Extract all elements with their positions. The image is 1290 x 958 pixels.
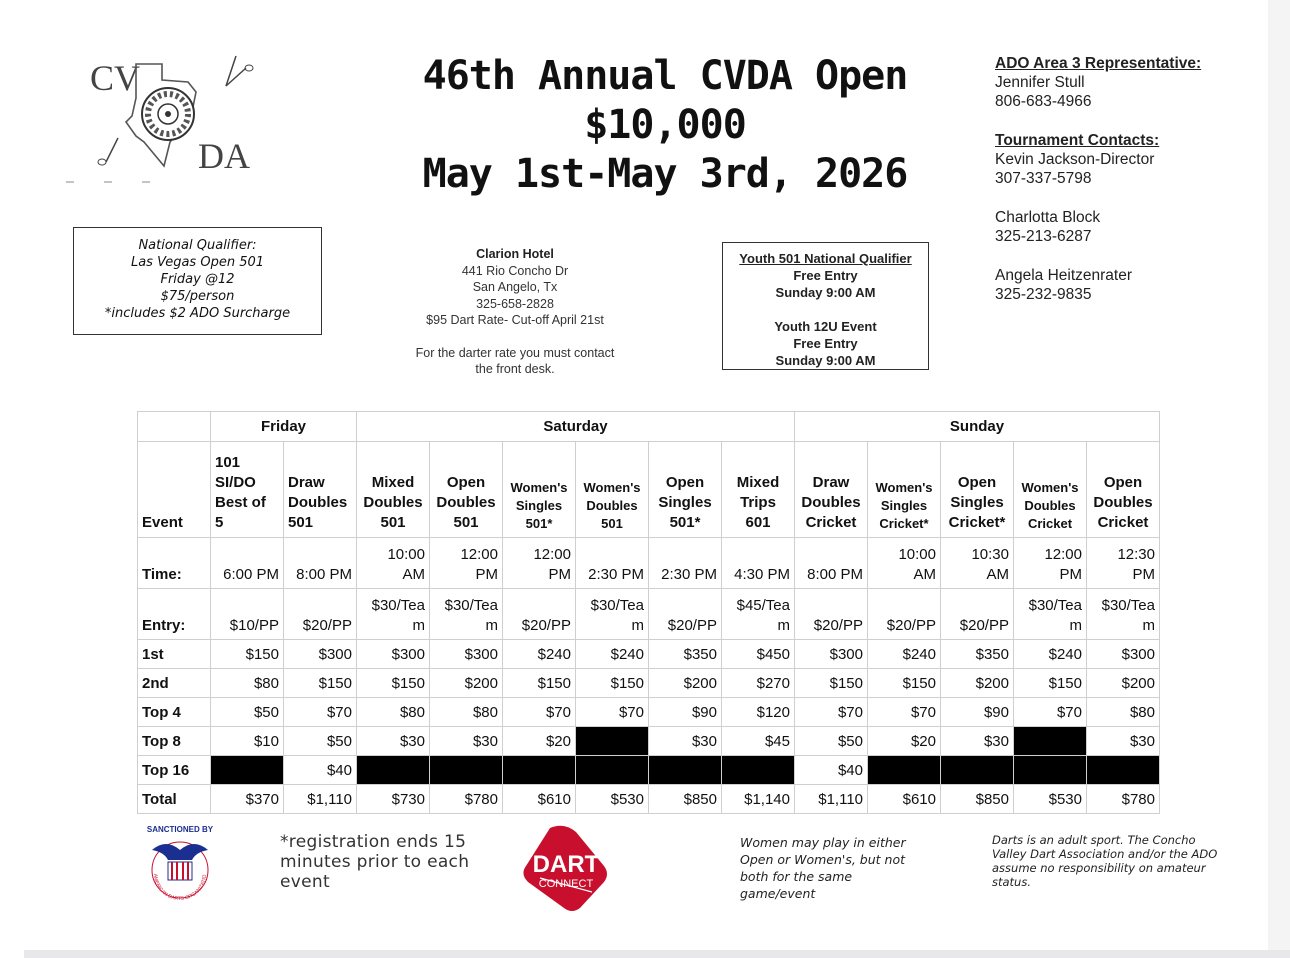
entry-row-cell bbox=[649, 589, 722, 640]
qualifier-line-2: Las Vegas Open 501 bbox=[130, 255, 265, 270]
time-row-line-2: PM bbox=[475, 566, 498, 583]
payout-row-second bbox=[138, 669, 1160, 698]
blocked-cell bbox=[1014, 756, 1087, 785]
time-row bbox=[138, 538, 1160, 589]
payout-row-top16 bbox=[138, 756, 1160, 785]
ado-ring-text: AMERICAN DARTS ORGANIZATIO bbox=[151, 873, 209, 902]
payout-cell: $30 bbox=[649, 727, 722, 756]
payout-cell: $30 bbox=[430, 727, 503, 756]
payout-cell: $350 bbox=[941, 640, 1014, 669]
payout-cell: $30 bbox=[357, 727, 430, 756]
event-name-line: Doubles bbox=[586, 498, 638, 513]
payout-cell: $1,110 bbox=[284, 785, 357, 814]
payout-cell: $730 bbox=[357, 785, 430, 814]
payout-cell: $300 bbox=[1087, 640, 1160, 669]
time-row-line-2: 2:30 PM bbox=[661, 566, 717, 583]
payout-cell: $20 bbox=[503, 727, 576, 756]
time-row-line-2: 6:00 PM bbox=[223, 566, 279, 583]
payout-cell: $850 bbox=[649, 785, 722, 814]
hotel-name: Clarion Hotel bbox=[476, 247, 554, 261]
event-name-cell bbox=[795, 442, 868, 538]
payout-cell: $200 bbox=[430, 669, 503, 698]
contact-3-phone: 325-232-9835 bbox=[995, 286, 1092, 303]
event-name-cell bbox=[941, 442, 1014, 538]
payout-cell: $50 bbox=[211, 698, 284, 727]
women-play-note: Women may play in either Open or Women's, but not both for the same game/event bbox=[740, 835, 906, 901]
event-name-line: Cricket bbox=[805, 514, 857, 531]
time-row-cell bbox=[1014, 538, 1087, 589]
entry-row-line-1: $30/Tea bbox=[1101, 597, 1155, 614]
label-entry: Entry: bbox=[138, 589, 211, 640]
day-sunday: Sunday bbox=[795, 412, 1160, 442]
event-name-line: Cricket* bbox=[948, 514, 1006, 531]
youth-line-3: Sunday 9:00 AM bbox=[775, 285, 876, 300]
hotel-note-1: For the darter rate you must contact bbox=[415, 345, 615, 360]
payout-cell: $40 bbox=[795, 756, 868, 785]
payout-cell: $850 bbox=[941, 785, 1014, 814]
day-saturday: Saturday bbox=[357, 412, 795, 442]
blocked-cell bbox=[868, 756, 941, 785]
event-name-cell bbox=[211, 442, 284, 538]
event-name-line: 501 bbox=[380, 514, 406, 531]
payout-row-first bbox=[138, 640, 1160, 669]
event-name-line: Mixed bbox=[371, 474, 415, 491]
day-friday: Friday bbox=[211, 412, 357, 442]
payout-cell: $50 bbox=[284, 727, 357, 756]
payout-cell: $240 bbox=[868, 640, 941, 669]
time-row-cell bbox=[503, 538, 576, 589]
contact-1-name: Kevin Jackson-Director bbox=[995, 151, 1155, 168]
event-name-line: 501* bbox=[669, 514, 701, 531]
event-name-line: Best of bbox=[215, 494, 266, 511]
event-name-line: 501 bbox=[601, 516, 623, 531]
qualifier-line-3: Friday @12 bbox=[160, 272, 235, 287]
time-row-line-2: 8:00 PM bbox=[296, 566, 352, 583]
blocked-cell bbox=[503, 756, 576, 785]
cvda-logo-graphic bbox=[66, 46, 281, 186]
payout-cell: $610 bbox=[503, 785, 576, 814]
event-name-line: Draw bbox=[812, 474, 850, 491]
payout-cell: $120 bbox=[722, 698, 795, 727]
blocked-cell bbox=[941, 756, 1014, 785]
payout-cell: $50 bbox=[795, 727, 868, 756]
right-margin bbox=[1268, 0, 1290, 958]
entry-row-cell bbox=[1087, 589, 1160, 640]
dart-2-flight bbox=[98, 159, 106, 165]
event-name-cell bbox=[576, 442, 649, 538]
payout-cell: $610 bbox=[868, 785, 941, 814]
blocked-cell bbox=[722, 756, 795, 785]
payout-cell: $300 bbox=[284, 640, 357, 669]
event-name-line: Draw bbox=[288, 474, 325, 491]
entry-row-line-2: $20/PP bbox=[521, 617, 571, 634]
payout-cell: $70 bbox=[284, 698, 357, 727]
payout-cell: $150 bbox=[284, 669, 357, 698]
time-row-line-1: 10:00 bbox=[898, 546, 936, 563]
payout-cell: $70 bbox=[795, 698, 868, 727]
rep-phone: 806-683-4966 bbox=[995, 93, 1092, 110]
time-row-line-1: 12:00 bbox=[1044, 546, 1082, 563]
event-name-line: Doubles bbox=[363, 494, 423, 511]
blocked-cell bbox=[576, 727, 649, 756]
payout-cell: $150 bbox=[357, 669, 430, 698]
entry-row-line-2: m bbox=[777, 617, 790, 634]
connect-word: CONNECT bbox=[538, 878, 594, 890]
payout-cell: $300 bbox=[430, 640, 503, 669]
payout-cell: $350 bbox=[649, 640, 722, 669]
time-row-line-2: PM bbox=[548, 566, 571, 583]
event-name-line: Open bbox=[446, 474, 486, 491]
payout-cell: $270 bbox=[722, 669, 795, 698]
label-event: Event bbox=[138, 442, 211, 538]
entry-row-cell bbox=[1014, 589, 1087, 640]
contacts-header: Tournament Contacts: bbox=[995, 132, 1160, 149]
entry-row-line-1: $45/Tea bbox=[736, 597, 790, 614]
payout-row-top8 bbox=[138, 727, 1160, 756]
cvda-logo bbox=[66, 46, 281, 186]
payout-cell: $80 bbox=[211, 669, 284, 698]
time-row-line-2: PM bbox=[1132, 566, 1155, 583]
payout-cell: $70 bbox=[1014, 698, 1087, 727]
youth-line-2: Free Entry bbox=[793, 268, 858, 283]
payout-cell: $240 bbox=[1014, 640, 1087, 669]
payout-cell: $150 bbox=[503, 669, 576, 698]
time-row-cell bbox=[795, 538, 868, 589]
youth-line-6: Sunday 9:00 AM bbox=[775, 353, 876, 368]
event-name-cell bbox=[649, 442, 722, 538]
national-qualifier-box bbox=[73, 227, 322, 335]
event-name-line: Cricket bbox=[1027, 516, 1073, 531]
time-row-cell bbox=[357, 538, 430, 589]
label-second: 2nd bbox=[138, 669, 211, 698]
event-name-line: Mixed bbox=[736, 474, 780, 491]
time-row-line-1: 10:00 bbox=[387, 546, 425, 563]
dartconnect-logo bbox=[520, 822, 610, 914]
blocked-cell bbox=[357, 756, 430, 785]
payout-cell: $150 bbox=[868, 669, 941, 698]
event-name-cell bbox=[722, 442, 795, 538]
title-line-1: 46th Annual CVDA Open bbox=[422, 53, 908, 99]
contact-1-phone: 307-337-5798 bbox=[995, 170, 1092, 187]
time-row-line-1: 12:00 bbox=[460, 546, 498, 563]
corner-cell bbox=[138, 412, 211, 442]
rep-header: ADO Area 3 Representative: bbox=[995, 55, 1202, 72]
event-name-line: Women's bbox=[583, 480, 641, 495]
payout-cell: $240 bbox=[503, 640, 576, 669]
entry-row-line-2: m bbox=[412, 617, 425, 634]
time-row-cell bbox=[941, 538, 1014, 589]
youth-line-5: Free Entry bbox=[793, 336, 858, 351]
time-row-cell bbox=[211, 538, 284, 589]
event-name-cell bbox=[503, 442, 576, 538]
bottom-margin bbox=[24, 950, 1290, 958]
event-name-line: Cricket bbox=[1097, 514, 1149, 531]
event-name-line: Open bbox=[1103, 474, 1143, 491]
time-row-cell bbox=[430, 538, 503, 589]
entry-row-line-2: m bbox=[485, 617, 498, 634]
entry-row-cell bbox=[357, 589, 430, 640]
entry-row-cell bbox=[722, 589, 795, 640]
payout-cell: $150 bbox=[1014, 669, 1087, 698]
payout-cell: $80 bbox=[430, 698, 503, 727]
event-name-line: 101 bbox=[215, 454, 241, 471]
hotel-city: San Angelo, Tx bbox=[472, 280, 558, 294]
label-first: 1st bbox=[138, 640, 211, 669]
payout-cell: $150 bbox=[795, 669, 868, 698]
schedule-table bbox=[137, 411, 1160, 814]
entry-row bbox=[138, 589, 1160, 640]
payout-cell: $1,110 bbox=[795, 785, 868, 814]
entry-row-line-2: m bbox=[631, 617, 644, 634]
entry-row-line-2: $20/PP bbox=[813, 617, 863, 634]
hotel-phone: 325-658-2828 bbox=[476, 296, 554, 311]
event-name-line: Doubles bbox=[288, 494, 348, 511]
dart-word: DART bbox=[532, 851, 600, 878]
event-title bbox=[360, 52, 970, 199]
contact-3-name: Angela Heitzenrater bbox=[995, 267, 1132, 284]
payout-cell: $530 bbox=[576, 785, 649, 814]
dart-1-flight bbox=[245, 65, 253, 71]
payout-cell: $780 bbox=[1087, 785, 1160, 814]
payout-cell: $80 bbox=[357, 698, 430, 727]
entry-row-line-1: $30/Tea bbox=[1028, 597, 1082, 614]
event-name-row bbox=[138, 442, 1160, 538]
contact-2-name: Charlotta Block bbox=[995, 209, 1101, 226]
payout-row-total bbox=[138, 785, 1160, 814]
event-name-line: Doubles bbox=[1024, 498, 1076, 513]
payout-cell: $80 bbox=[1087, 698, 1160, 727]
dart-2 bbox=[106, 138, 118, 162]
time-row-line-2: AM bbox=[402, 566, 425, 583]
payout-cell: $1,140 bbox=[722, 785, 795, 814]
time-row-cell bbox=[1087, 538, 1160, 589]
hotel-address: 441 Rio Concho Dr bbox=[461, 263, 569, 278]
time-row-cell bbox=[649, 538, 722, 589]
time-row-cell bbox=[868, 538, 941, 589]
payout-cell: $200 bbox=[1087, 669, 1160, 698]
payout-cell: $90 bbox=[649, 698, 722, 727]
event-name-line: Women's bbox=[1021, 480, 1079, 495]
blocked-cell bbox=[1087, 756, 1160, 785]
event-name-line: Singles bbox=[658, 494, 712, 511]
time-row-line-1: 12:30 bbox=[1117, 546, 1155, 563]
hotel-rate: $95 Dart Rate- Cut-off April 21st bbox=[426, 313, 604, 327]
payout-cell: $70 bbox=[503, 698, 576, 727]
time-row-line-2: PM bbox=[1059, 566, 1082, 583]
entry-row-cell bbox=[868, 589, 941, 640]
contact-2-phone: 325-213-6287 bbox=[995, 228, 1092, 245]
entry-row-line-1: $30/Tea bbox=[444, 597, 498, 614]
label-time: Time: bbox=[138, 538, 211, 589]
time-row-line-2: 8:00 PM bbox=[807, 566, 863, 583]
payout-cell: $40 bbox=[284, 756, 357, 785]
payout-cell: $780 bbox=[430, 785, 503, 814]
label-top8: Top 8 bbox=[138, 727, 211, 756]
contacts-block bbox=[995, 54, 1255, 304]
entry-row-line-2: $20/PP bbox=[959, 617, 1009, 634]
entry-row-line-1: $30/Tea bbox=[371, 597, 425, 614]
event-name-cell bbox=[1087, 442, 1160, 538]
event-name-line: Cricket* bbox=[879, 516, 929, 531]
payout-cell: $200 bbox=[649, 669, 722, 698]
entry-row-line-2: $20/PP bbox=[667, 617, 717, 634]
qualifier-line-4: $75/person bbox=[160, 289, 235, 304]
hotel-info bbox=[395, 246, 635, 378]
label-total: Total bbox=[138, 785, 211, 814]
label-top4: Top 4 bbox=[138, 698, 211, 727]
entry-row-line-2: $20/PP bbox=[886, 617, 936, 634]
event-name-line: Women's bbox=[510, 480, 568, 495]
entry-row-cell bbox=[503, 589, 576, 640]
blocked-cell bbox=[1014, 727, 1087, 756]
sanctioned-by-text: SANCTIONED BY bbox=[146, 825, 214, 834]
payout-cell: $30 bbox=[1087, 727, 1160, 756]
payout-cell: $300 bbox=[357, 640, 430, 669]
event-name-line: Open bbox=[665, 474, 705, 491]
payout-cell: $30 bbox=[941, 727, 1014, 756]
payout-cell: $45 bbox=[722, 727, 795, 756]
payout-cell: $10 bbox=[211, 727, 284, 756]
entry-row-cell bbox=[795, 589, 868, 640]
entry-row-line-2: $20/PP bbox=[302, 617, 352, 634]
payout-cell: $20 bbox=[868, 727, 941, 756]
ado-logo-graphic bbox=[140, 822, 220, 902]
event-name-cell bbox=[430, 442, 503, 538]
event-name-line: 501 bbox=[453, 514, 479, 531]
blocked-cell bbox=[211, 756, 284, 785]
payout-cell: $150 bbox=[576, 669, 649, 698]
day-header-row bbox=[138, 412, 1160, 442]
event-name-line: 501 bbox=[288, 514, 314, 531]
payout-cell: $90 bbox=[941, 698, 1014, 727]
payout-cell: $240 bbox=[576, 640, 649, 669]
event-name-line: 501* bbox=[525, 516, 553, 531]
event-name-line: Trips bbox=[740, 494, 776, 511]
hotel-note-2: the front desk. bbox=[475, 362, 555, 376]
qualifier-line-5: *includes $2 ADO Surcharge bbox=[104, 306, 291, 321]
entry-row-cell bbox=[211, 589, 284, 640]
event-name-cell bbox=[1014, 442, 1087, 538]
entry-row-cell bbox=[430, 589, 503, 640]
time-row-line-2: 4:30 PM bbox=[734, 566, 790, 583]
event-name-line: Singles bbox=[950, 494, 1004, 511]
event-name-line: Singles bbox=[880, 498, 928, 513]
time-row-line-2: 2:30 PM bbox=[588, 566, 644, 583]
payout-cell: $70 bbox=[868, 698, 941, 727]
event-name-line: Singles bbox=[515, 498, 563, 513]
payout-row-top4 bbox=[138, 698, 1160, 727]
event-name-line: Women's bbox=[875, 480, 933, 495]
time-row-line-2: AM bbox=[986, 566, 1009, 583]
event-name-line: Doubles bbox=[801, 494, 861, 511]
title-purse: $10,000 bbox=[584, 102, 746, 148]
event-name-line: Open bbox=[957, 474, 997, 491]
event-name-line: SI/DO bbox=[215, 474, 256, 491]
youth-line-4: Youth 12U Event bbox=[774, 319, 877, 334]
time-row-cell bbox=[576, 538, 649, 589]
time-row-line-1: 10:30 bbox=[971, 546, 1009, 563]
entry-row-line-2: m bbox=[1069, 617, 1082, 634]
title-dates: May 1st-May 3rd, 2026 bbox=[422, 151, 908, 197]
logo-text-right: DA bbox=[198, 136, 250, 176]
label-top16: Top 16 bbox=[138, 756, 211, 785]
payout-cell: $530 bbox=[1014, 785, 1087, 814]
logo-text-left: CV bbox=[90, 58, 141, 98]
payout-cell: $150 bbox=[211, 640, 284, 669]
time-row-cell bbox=[284, 538, 357, 589]
event-name-line: Doubles bbox=[1093, 494, 1153, 511]
payout-cell: $200 bbox=[941, 669, 1014, 698]
entry-row-line-2: $10/PP bbox=[229, 617, 279, 634]
youth-events-box bbox=[722, 242, 929, 370]
event-name-cell bbox=[284, 442, 357, 538]
event-name-line: Doubles bbox=[436, 494, 496, 511]
entry-row-cell bbox=[576, 589, 649, 640]
time-row-cell bbox=[722, 538, 795, 589]
entry-row-line-2: m bbox=[1142, 617, 1155, 634]
payout-cell: $370 bbox=[211, 785, 284, 814]
payout-cell: $70 bbox=[576, 698, 649, 727]
youth-line-1: Youth 501 National Qualifier bbox=[739, 251, 912, 266]
qualifier-line-1: National Qualifier: bbox=[138, 238, 257, 253]
ado-sanction-logo bbox=[140, 822, 220, 902]
event-name-line: 5 bbox=[215, 514, 224, 531]
entry-row-cell bbox=[941, 589, 1014, 640]
event-name-cell bbox=[868, 442, 941, 538]
entry-row-cell bbox=[284, 589, 357, 640]
blocked-cell bbox=[430, 756, 503, 785]
payout-cell: $450 bbox=[722, 640, 795, 669]
blocked-cell bbox=[576, 756, 649, 785]
blocked-cell bbox=[649, 756, 722, 785]
entry-row-line-1: $30/Tea bbox=[590, 597, 644, 614]
time-row-line-1: 12:00 bbox=[533, 546, 571, 563]
dartboard-bull bbox=[165, 111, 171, 117]
registration-note: *registration ends 15 minutes prior to each event bbox=[280, 832, 470, 892]
event-name-line: 601 bbox=[745, 514, 771, 531]
adult-sport-note: Darts is an adult sport. The Concho Valley Dart Association and/or the ADO assume no responsibility on amateur status. bbox=[992, 833, 1218, 889]
payout-cell: $300 bbox=[795, 640, 868, 669]
rep-name: Jennifer Stull bbox=[995, 74, 1085, 91]
eagle-wings bbox=[152, 844, 208, 860]
dartconnect-graphic bbox=[520, 822, 610, 914]
event-name-cell bbox=[357, 442, 430, 538]
time-row-line-2: AM bbox=[913, 566, 936, 583]
